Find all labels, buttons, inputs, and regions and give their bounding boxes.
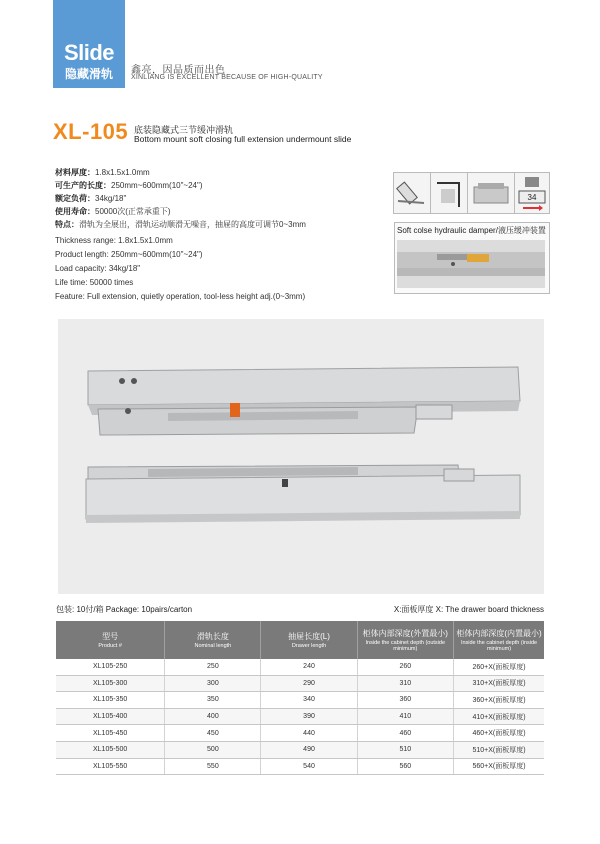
table-row: XL105-350 350 340 360 360+X(面板厚度) (56, 692, 544, 709)
table-header-row (56, 621, 544, 659)
spec-en-life: Life time: 50000 times (55, 278, 134, 287)
load-badge-text: 34 (527, 193, 537, 202)
spec-cn-life: 使用寿命：50000次(正常承重下) (55, 207, 171, 216)
table-row: XL105-400 400 390 410 410+X(面板厚度) (56, 708, 544, 725)
thickness-note: X:面板厚度 X: The drawer board thickness (393, 605, 544, 614)
spec-cn-length: 可生产的长度：250mm~600mm(10"~24") (55, 181, 203, 190)
col-nominal-length: 滑轨长度 Nominal length (165, 621, 261, 659)
logo-text-en: Slide (63, 40, 115, 65)
table-row: XL105-550 550 540 560 560+X(面板厚度) (56, 758, 544, 775)
spec-cn-feature: 特点：滑轨为全展出，滑轨运动顺滑无噪音，抽屉的高度可调节0~3mm (55, 220, 306, 229)
spec-en-thickness: Thickness range: 1.8x1.5x1.0mm (55, 236, 173, 245)
col-depth-inside: 柜体内部深度(内置最小) Inside the cabinet depth (inside minimum) (454, 621, 544, 659)
drawer-icon (467, 172, 515, 214)
col-drawer-length: 抽屉长度(L) Drawer length (261, 621, 357, 659)
package-info: 包装: 10付/箱 Package: 10pairs/carton (56, 605, 193, 614)
spec-en-feature: Feature: Full extension, quietly operation, tool-less height adj.(0~3mm) (55, 292, 306, 301)
damper-image (397, 240, 545, 288)
logo-text-cn: 隐藏滑轨 (64, 67, 113, 81)
col-depth-outside: 柜体内部深度(外置最小) Inside the cabinet depth (outside minimum) (357, 621, 453, 659)
spec-cn-thickness: 材料厚度：1.8x1.5x1.0mm (55, 168, 150, 177)
product-title-cn: 底装隐藏式三节缓冲滑轨 (134, 125, 234, 135)
table-row: XL105-450 450 440 460 460+X(面板厚度) (56, 725, 544, 742)
spec-table (56, 621, 544, 775)
brand-logo (53, 0, 125, 88)
damper-label: Soft colse hydraulic damper/液压缓冲装置 (397, 226, 546, 235)
product-photo (58, 319, 544, 594)
spec-en-load: Load capacity: 34kg/18" (55, 264, 141, 273)
tagline-cn: 鑫亮，因品质而出色 (131, 65, 226, 76)
table-row: XL105-250 250 240 260 260+X(面板厚度) (56, 659, 544, 675)
table-row: XL105-500 500 490 510 510+X(面板厚度) (56, 741, 544, 758)
col-product: 型号 Product # (56, 621, 165, 659)
table-row: XL105-300 300 290 310 310+X(面板厚度) (56, 675, 544, 692)
product-model: XL-105 (53, 119, 129, 144)
spec-cn-load: 额定负荷：34kg/18" (55, 194, 127, 203)
spec-en-length: Product length: 250mm~600mm(10"~24") (55, 250, 203, 259)
height-adjust-icon (430, 172, 468, 214)
load-weight-icon (514, 172, 550, 214)
tool-less-install-icon (393, 172, 431, 214)
product-title-en: Bottom mount soft closing full extension undermount slide (134, 134, 352, 144)
tagline-en: XINLIANG IS EXCELLENT BECAUSE OF HIGH-QUALITY (131, 74, 323, 81)
